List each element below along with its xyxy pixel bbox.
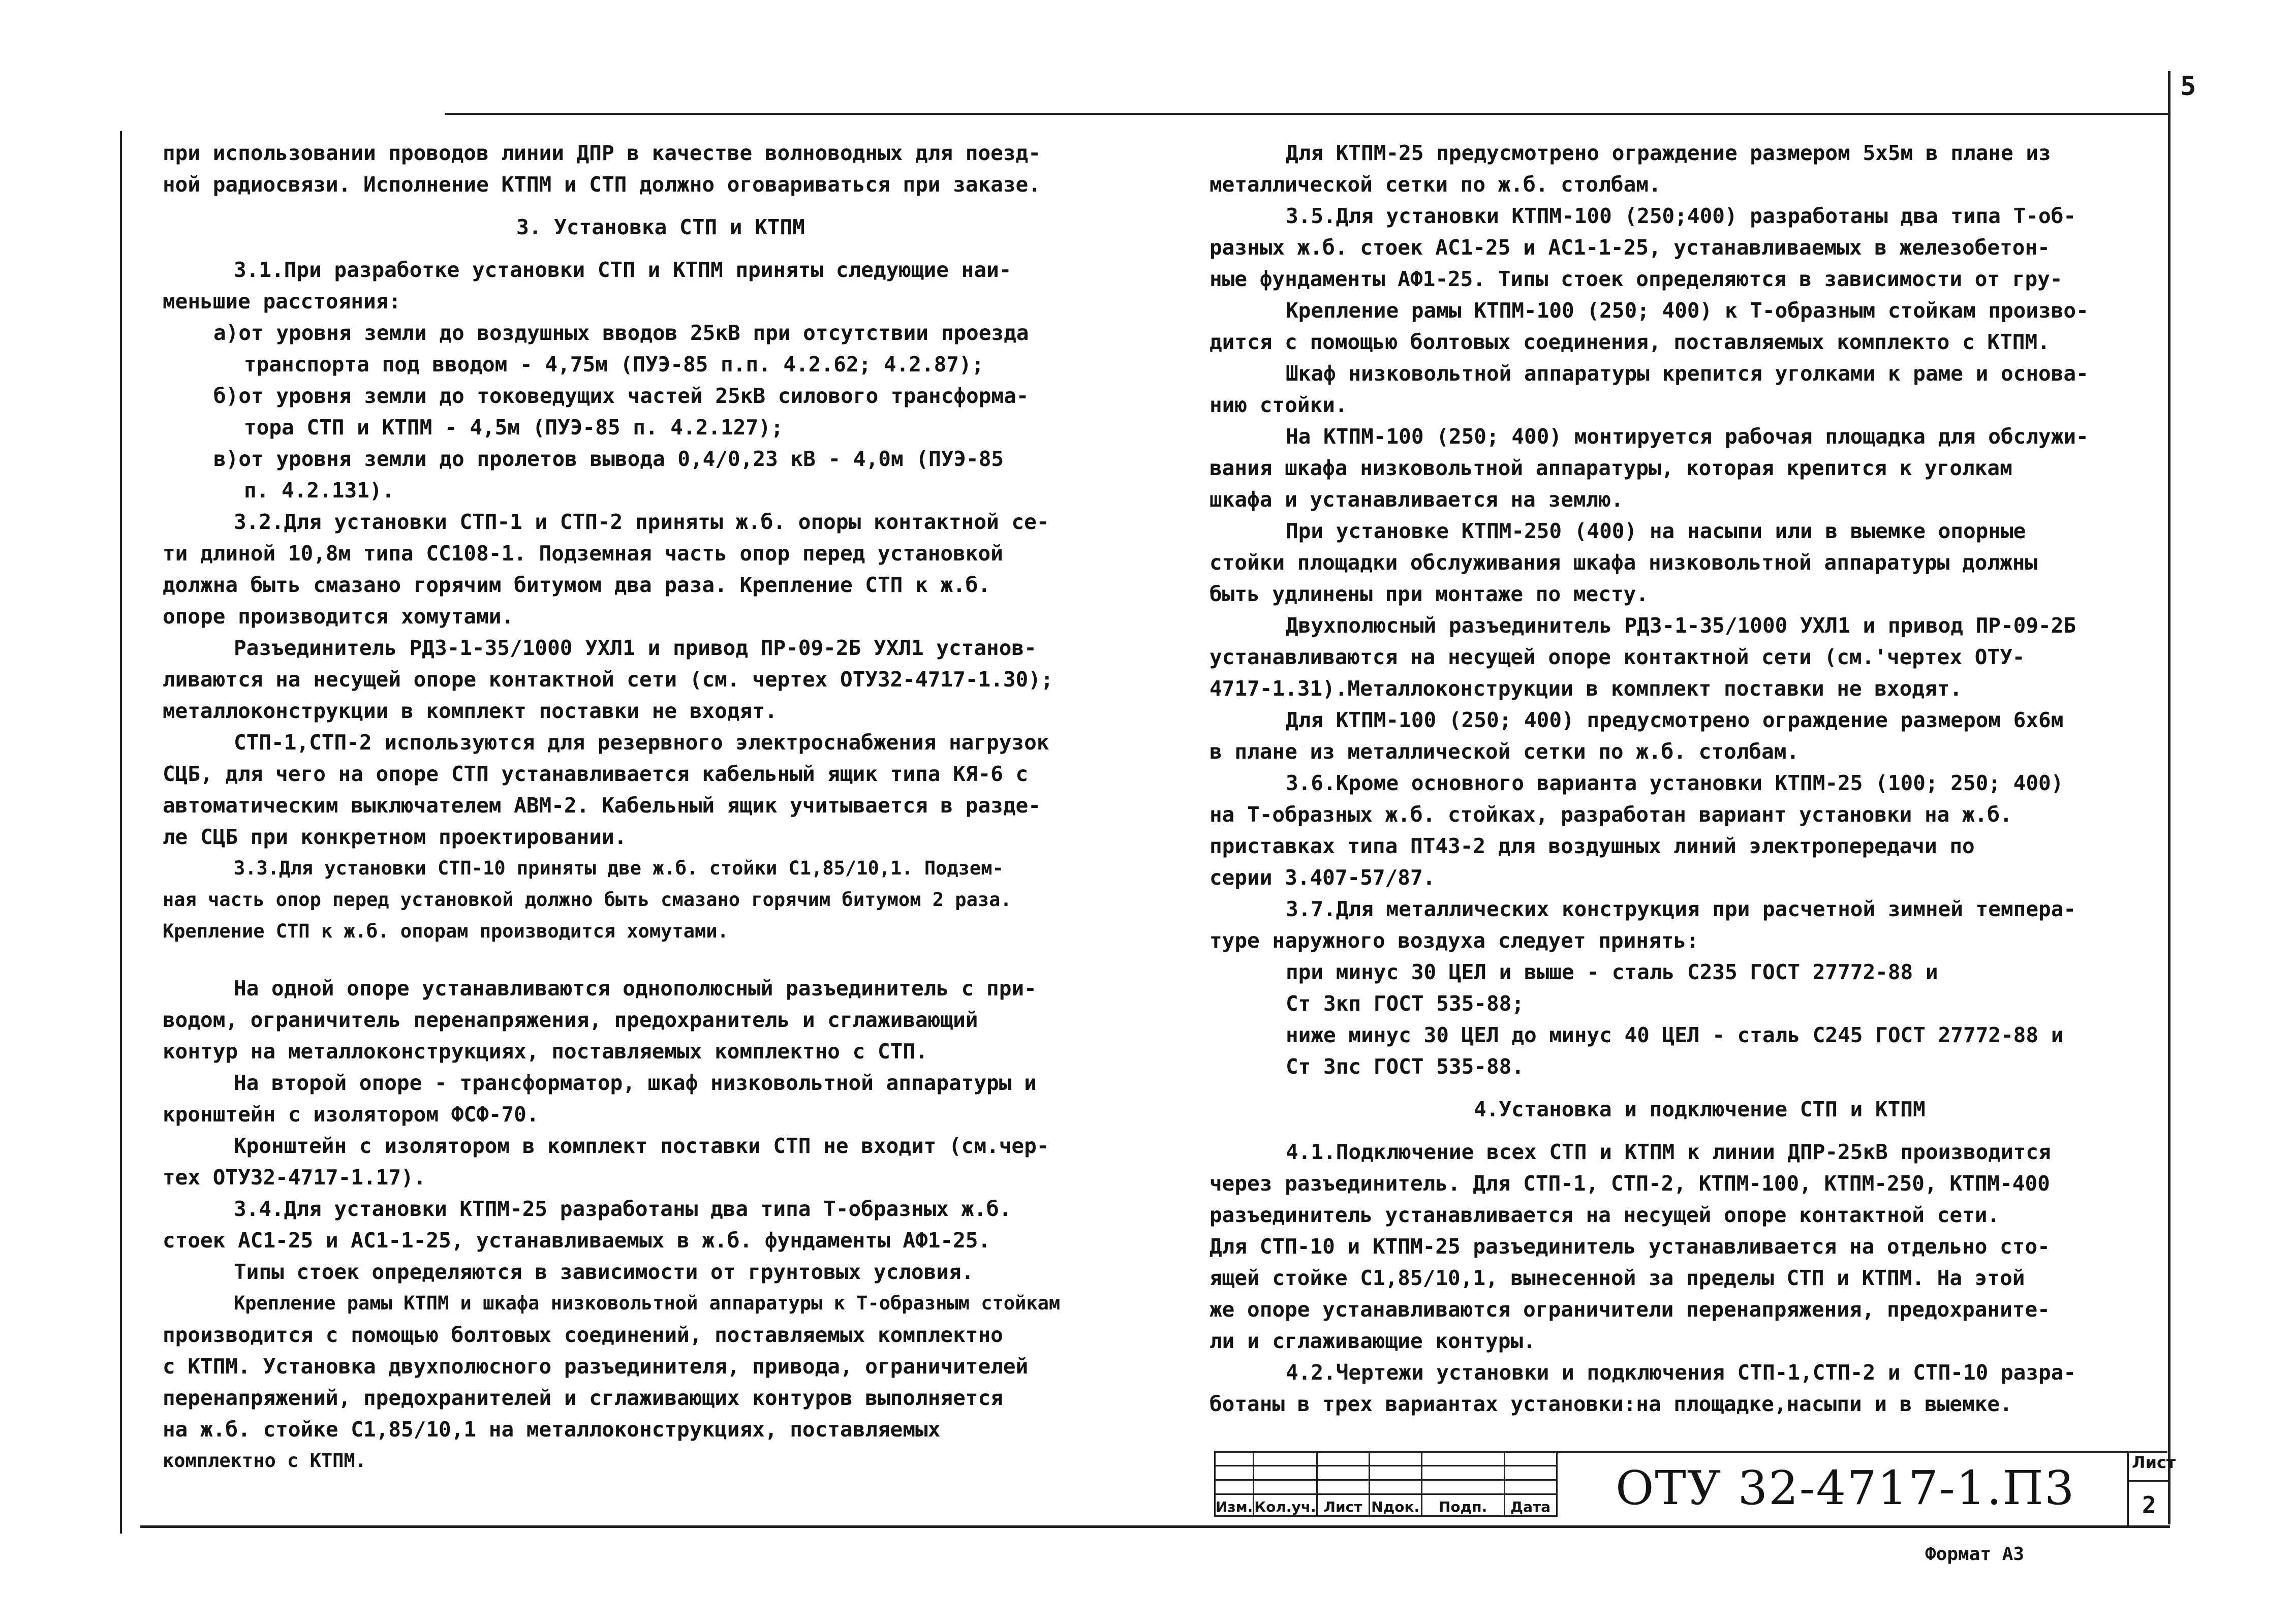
text-line: разных ж.б. стоек АС1-25 и АС1-1-25, устанавливаемых в железобетон- bbox=[1209, 235, 2050, 260]
text-line: стоек АС1-25 и АС1-1-25, устанавливаемых в ж.б. фундаменты АФ1-25. bbox=[163, 1228, 991, 1253]
text-line: На КТПМ-100 (250; 400) монтируется рабочая площадка для обслужи- bbox=[1286, 424, 2089, 449]
text-line: 3.6.Кроме основного варианта установки КТПМ-25 (100; 250; 400) bbox=[1286, 771, 2064, 795]
text-line: ная часть опор перед установкой должно быть смазано горячим битумом 2 раза. bbox=[163, 889, 1012, 911]
title-block bbox=[1214, 1451, 2176, 1525]
text-line: при минус 30 ЦЕЛ и выше - сталь С235 ГОСТ 27772-88 и bbox=[1286, 960, 1938, 984]
text-line: Двухполюсный разъединитель РДЗ-1-35/1000 УХЛ1 и привод ПР-09-2Б bbox=[1286, 613, 2076, 638]
text-line: На одной опоре устанавливаются однополюсный разъединитель с при- bbox=[234, 976, 1037, 1001]
text-line: металлоконструкции в комплект поставки не входят. bbox=[163, 699, 778, 723]
text-line: ные фундаменты АФ1-25. Типы стоек определяются в зависимости от гру- bbox=[1209, 267, 2063, 291]
text-line: Крепление рамы КТПМ и шкафа низковольтной аппаратуры к Т-образным стойкам bbox=[234, 1292, 1061, 1314]
page-number: 5 bbox=[2180, 71, 2196, 102]
text-line: ящей стойке С1,85/10,1, вынесенной за пределы СТП и КТПМ. На этой bbox=[1209, 1266, 2025, 1290]
text-line: при использовании проводов линии ДПР в качестве волноводных для поезд- bbox=[163, 141, 1041, 165]
text-line: на ж.б. стойке С1,85/10,1 на металлоконструкциях, поставляемых bbox=[163, 1417, 941, 1442]
text-line: меньшие расстояния: bbox=[163, 289, 401, 314]
text-line: ботаны в трех вариантах установки:на площадке,насыпи и в выемке. bbox=[1209, 1392, 2012, 1416]
grid-label: Дата bbox=[1504, 1494, 1557, 1516]
frame-left-line bbox=[120, 131, 122, 1534]
text-line: На второй опоре - трансформатор, шкаф низковольтной аппаратуры и bbox=[234, 1071, 1037, 1095]
text-line: разъединитель устанавливается на несущей опоре контактной сети. bbox=[1209, 1203, 2000, 1227]
text-line: Типы стоек определяются в зависимости от грунтовых условия. bbox=[234, 1260, 974, 1284]
text-line: производится с помощью болтовых соединений, поставляемых комплектно bbox=[163, 1323, 1003, 1347]
text-line: тора СТП и КТПМ - 4,5м (ПУЭ-85 п. 4.2.127); bbox=[244, 415, 784, 440]
text-line: быть удлинены при монтаже по месту. bbox=[1209, 582, 1649, 606]
text-line: 3.4.Для установки КТПМ-25 разработаны два типа Т-образных ж.б. bbox=[234, 1197, 1012, 1221]
text-line: комплектно с КТПМ. bbox=[163, 1450, 366, 1472]
text-line: СТП-1,СТП-2 используются для резервного электроснабжения нагрузок bbox=[234, 730, 1049, 755]
revision-grid bbox=[1214, 1451, 1558, 1517]
text-line: Крепление СТП к ж.б. опорам производится хомутами. bbox=[163, 920, 729, 942]
text-line: Для КТПМ-25 предусмотрено ограждение размером 5х5м в плане из bbox=[1286, 141, 2051, 165]
frame-bottom-line bbox=[140, 1525, 2170, 1528]
text-line: ти длиной 10,8м типа СС108-1. Подземная часть опор перед установкой bbox=[163, 541, 1003, 566]
paragraph-gap bbox=[163, 947, 1179, 973]
text-line: тех ОТУ32-4717-1.17). bbox=[163, 1165, 426, 1190]
text-line: через разъединитель. Для СТП-1, СТП-2, КТПМ-100, КТПМ-250, КТПМ-400 bbox=[1209, 1171, 2050, 1196]
text-line: туре наружного воздуха следует принять: bbox=[1209, 928, 1699, 953]
text-line: Для КТПМ-100 (250; 400) предусмотрено ограждение размером 6х6м bbox=[1286, 708, 2064, 732]
sheet-number: 2 bbox=[2142, 1491, 2156, 1519]
text-line: 3.2.Для установки СТП-1 и СТП-2 приняты ж.б. опоры контактной се- bbox=[234, 510, 1049, 534]
grid-label: Подп. bbox=[1421, 1494, 1504, 1516]
text-line: 3.1.При разработке установки СТП и КТПМ приняты следующие наи- bbox=[234, 258, 1012, 282]
text-line: 4.2.Чертежи установки и подключения СТП-1,СТП-2 и СТП-10 разра- bbox=[1286, 1360, 2076, 1385]
text-line: кронштейн с изолятором ФСФ-70. bbox=[163, 1102, 539, 1127]
text-line: СЦБ, для чего на опоре СТП устанавливается кабельный ящик типа КЯ-6 с bbox=[163, 762, 1029, 786]
text-line: вания шкафа низковольтной аппаратуры, которая крепится к уголкам bbox=[1209, 456, 2012, 480]
text-line: Для СТП-10 и КТПМ-25 разъединитель устанавливается на отдельно сто- bbox=[1209, 1234, 2050, 1259]
grid-label: Лист bbox=[1317, 1494, 1369, 1516]
text-line: 3.5.Для установки КТПМ-100 (250;400) разработаны два типа Т-об- bbox=[1286, 204, 2076, 228]
text-line: 4717-1.31).Металлоконструкции в комплект поставки не входят. bbox=[1209, 676, 1963, 701]
text-line: нию стойки. bbox=[1209, 393, 1348, 417]
format-label: Формат А3 bbox=[1925, 1544, 2025, 1565]
text-line: приставках типа ПТ43-2 для воздушных линий электропередачи по bbox=[1209, 834, 1975, 858]
text-line: Ст 3кп ГОСТ 535-88; bbox=[1286, 991, 1524, 1016]
text-line: в плане из металлической сетки по ж.б. столбам. bbox=[1209, 739, 1800, 764]
text-line: водом, ограничитель перенапряжения, предохранитель и сглаживающий bbox=[163, 1008, 978, 1032]
text-line: серии 3.407-57/87. bbox=[1209, 865, 1436, 890]
text-line: 3.7.Для металлических конструкция при расчетной зимней темпера- bbox=[1286, 897, 2076, 921]
text-line: Кронштейн с изолятором в комплект поставки СТП не входит (см.чер- bbox=[234, 1134, 1049, 1158]
text-line: ниже минус 30 ЦЕЛ до минус 40 ЦЕЛ - сталь С245 ГОСТ 27772-88 и bbox=[1286, 1023, 2064, 1047]
text-line: Шкаф низковольтной аппаратуры крепится уголками к раме и основа- bbox=[1286, 361, 2089, 386]
text-line: п. 4.2.131). bbox=[244, 478, 395, 503]
text-line: стойки площадки обслуживания шкафа низковольтной аппаратуры должны bbox=[1209, 550, 2038, 575]
text-line: 3.3.Для установки СТП-10 приняты две ж.б. стойки С1,85/10,1. Подзем- bbox=[234, 857, 1004, 879]
text-line: должна быть смазано горячим битумом два раза. Крепление СТП к ж.б. bbox=[163, 573, 991, 597]
text-line: транспорта под вводом - 4,75м (ПУЭ-85 п.п. 4.2.62; 4.2.87); bbox=[244, 352, 984, 377]
section-heading: 4.Установка и подключение СТП и КТПМ bbox=[1474, 1097, 1926, 1121]
frame-top-line bbox=[445, 113, 2170, 115]
document-code: ОТУ 32-4717-1.П3 bbox=[1616, 1461, 2075, 1515]
text-line: перенапряжений, предохранителей и сглаживающих контуров выполняется bbox=[163, 1386, 1003, 1410]
text-line: ле СЦБ при конкретном проектировании. bbox=[163, 825, 627, 849]
text-line: дится с помощью болтовых соединения, поставляемых комплекто с КТПМ. bbox=[1209, 330, 2050, 354]
text-line: шкафа и устанавливается на землю. bbox=[1209, 487, 1624, 512]
text-line: на Т-образных ж.б. стойках, разработан вариант установки на ж.б. bbox=[1209, 802, 2012, 827]
text-line: контур на металлоконструкциях, поставляемых комплектно с СТП. bbox=[163, 1039, 928, 1064]
sheet-label: Лист bbox=[2132, 1453, 2176, 1472]
text-line: с КТПМ. Установка двухполюсного разъединителя, привода, ограничителей bbox=[163, 1354, 1029, 1379]
text-line: Крепление рамы КТПМ-100 (250; 400) к Т-образным стойкам произво- bbox=[1286, 298, 2089, 323]
sheet-divider bbox=[2129, 1480, 2169, 1482]
grid-label: Nдок. bbox=[1369, 1494, 1421, 1516]
text-line: в)от уровня земли до пролетов вывода 0,4/0,23 кВ - 4,0м (ПУЭ-85 bbox=[213, 447, 1004, 471]
grid-label: Изм. bbox=[1215, 1494, 1254, 1516]
text-line: ли и сглаживающие контуры. bbox=[1209, 1329, 1536, 1353]
grid-label: Кол.уч. bbox=[1254, 1494, 1317, 1516]
text-line: автоматическим выключателем АВМ-2. Кабельный ящик учитывается в разде- bbox=[163, 793, 1041, 818]
sheet-box bbox=[2127, 1451, 2176, 1525]
text-line: ной радиосвязи. Исполнение КТПМ и СТП должно оговариваться при заказе. bbox=[163, 172, 1041, 197]
text-line: 4.1.Подключение всех СТП и КТПМ к линии ДПР-25кВ производится bbox=[1286, 1140, 2051, 1164]
text-line: же опоре устанавливаются ограничители перенапряжения, предохраните- bbox=[1209, 1297, 2050, 1322]
text-line: опоре производится хомутами. bbox=[163, 604, 514, 629]
text-line: устанавливаются на несущей опоре контактной сети (см.'чертех ОТУ- bbox=[1209, 645, 2025, 669]
text-line: Разъединитель РДЗ-1-35/1000 УХЛ1 и привод ПР-09-2Б УХЛ1 установ- bbox=[234, 636, 1037, 660]
text-line: металлической сетки по ж.б. столбам. bbox=[1209, 172, 1661, 197]
section-heading: 3. Установка СТП и КТПМ bbox=[516, 215, 805, 239]
text-line: б)от уровня земли до токоведущих частей 25кВ силового трансформа- bbox=[213, 384, 1029, 408]
text-line: Ст 3пс ГОСТ 535-88. bbox=[1286, 1054, 1524, 1079]
text-line: При установке КТПМ-250 (400) на насыпи или в выемке опорные bbox=[1286, 519, 2026, 543]
text-line: а)от уровня земли до воздушных вводов 25кВ при отсутствии проезда bbox=[213, 321, 1029, 345]
left-column bbox=[163, 137, 1179, 1477]
text-line: ливаются на несущей опоре контактной сети (см. чертех ОТУ32-4717-1.30); bbox=[163, 667, 1053, 692]
right-column bbox=[1209, 137, 2175, 1420]
